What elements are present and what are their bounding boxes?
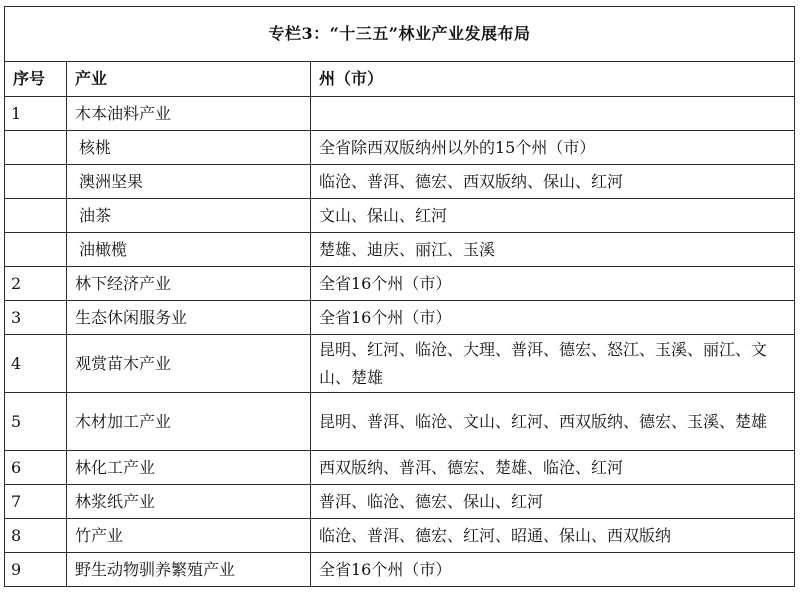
row-prefectures: 昆明、普洱、临沧、文山、红河、西双版纳、德宏、玉溪、楚雄 (311, 393, 795, 451)
row-industry: 观赏苗木产业 (67, 335, 311, 393)
row-industry: 核桃 (67, 131, 311, 165)
row-prefectures: 全省除西双版纳州以外的15个州（市） (311, 131, 795, 165)
row-prefectures (311, 97, 795, 131)
table-row (5, 451, 795, 485)
row-industry: 木本油料产业 (67, 97, 311, 131)
row-prefectures: 临沧、普洱、德宏、红河、昭通、保山、西双版纳 (311, 519, 795, 553)
table-row (5, 131, 795, 165)
row-industry: 林浆纸产业 (67, 485, 311, 519)
row-number: 5 (5, 393, 67, 451)
row-prefectures: 文山、保山、红河 (311, 199, 795, 233)
row-number: 9 (5, 553, 67, 587)
row-number: 4 (5, 335, 67, 393)
row-prefectures: 西双版纳、普洱、德宏、楚雄、临沧、红河 (311, 451, 795, 485)
header-row (5, 62, 795, 97)
table-row (5, 199, 795, 233)
row-number: 8 (5, 519, 67, 553)
table-row (5, 267, 795, 301)
row-number: 6 (5, 451, 67, 485)
row-industry: 木材加工产业 (67, 393, 311, 451)
row-industry: 林化工产业 (67, 451, 311, 485)
row-number: 1 (5, 97, 67, 131)
table-row (5, 301, 795, 335)
row-prefectures: 普洱、临沧、德宏、保山、红河 (311, 485, 795, 519)
row-industry: 油橄榄 (67, 233, 311, 267)
row-number (5, 165, 67, 199)
header-prefectures: 州（市） (311, 62, 795, 97)
row-prefectures: 楚雄、迪庆、丽江、玉溪 (311, 233, 795, 267)
row-industry: 澳洲坚果 (67, 165, 311, 199)
row-number: 2 (5, 267, 67, 301)
industry-layout-table (4, 6, 795, 587)
row-number (5, 233, 67, 267)
table-row (5, 553, 795, 587)
table-row (5, 393, 795, 451)
row-number: 3 (5, 301, 67, 335)
row-industry: 野生动物驯养繁殖产业 (67, 553, 311, 587)
row-prefectures: 临沧、普洱、德宏、西双版纳、保山、红河 (311, 165, 795, 199)
table-row (5, 97, 795, 131)
table-title-row (5, 7, 795, 62)
row-prefectures: 全省16个州（市） (311, 553, 795, 587)
row-industry: 林下经济产业 (67, 267, 311, 301)
header-industry: 产业 (67, 62, 311, 97)
row-prefectures: 昆明、红河、临沧、大理、普洱、德宏、怒江、玉溪、丽江、文山、楚雄 (311, 335, 795, 393)
table-row (5, 485, 795, 519)
row-prefectures: 全省16个州（市） (311, 267, 795, 301)
table-row (5, 165, 795, 199)
table-row (5, 233, 795, 267)
row-industry: 生态休闲服务业 (67, 301, 311, 335)
header-number: 序号 (5, 62, 67, 97)
table-title: 专栏3：“十三五”林业产业发展布局 (5, 7, 795, 62)
row-number: 7 (5, 485, 67, 519)
row-number (5, 199, 67, 233)
table-row (5, 335, 795, 393)
table-row (5, 519, 795, 553)
row-industry: 油茶 (67, 199, 311, 233)
row-number (5, 131, 67, 165)
row-prefectures: 全省16个州（市） (311, 301, 795, 335)
row-industry: 竹产业 (67, 519, 311, 553)
